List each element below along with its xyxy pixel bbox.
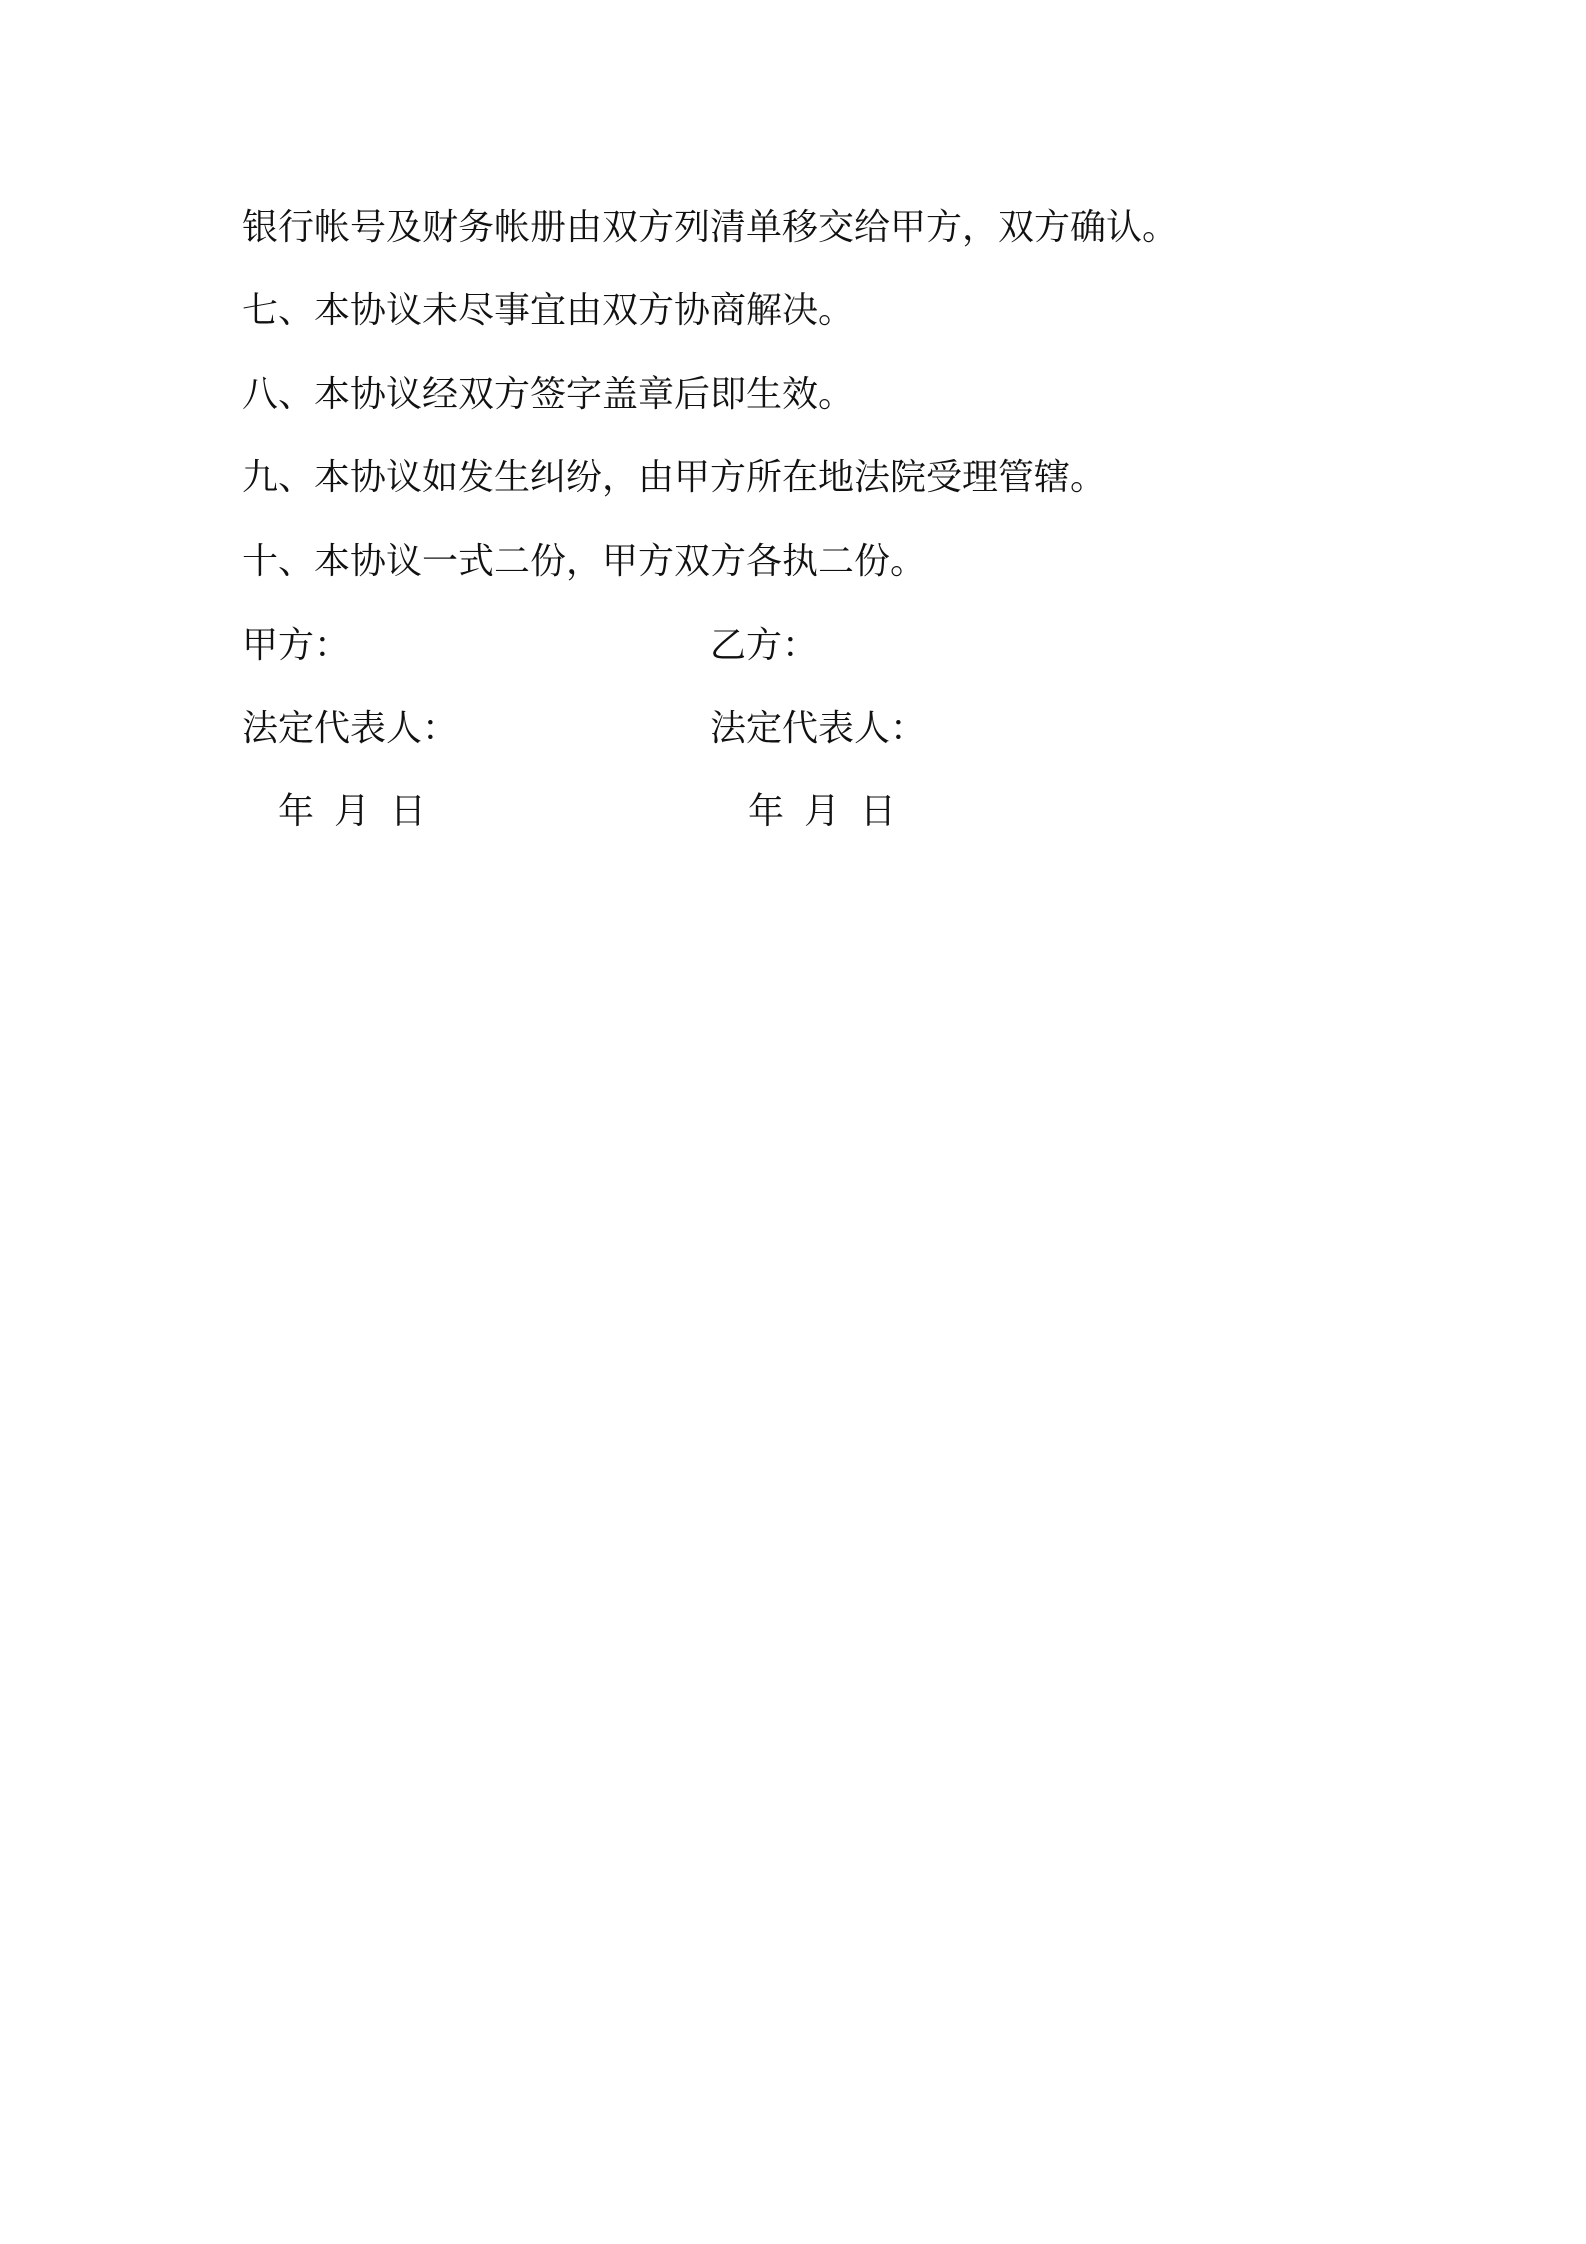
date-a	[278, 790, 446, 834]
date-row	[242, 790, 1342, 834]
clause-eight: 八、本协议经双方签字盖章后即生效。	[242, 374, 855, 415]
date-a-day: 日	[390, 791, 427, 832]
legal-rep-b-label: 法定代表人：	[710, 708, 927, 749]
date-a-year: 年	[278, 791, 315, 832]
date-b-month: 月	[804, 791, 841, 832]
date-a-month: 月	[334, 791, 371, 832]
clause-ten: 十、本协议一式二份，甲方双方各执二份。	[242, 541, 927, 582]
date-b	[748, 790, 916, 834]
clause-nine: 九、本协议如发生纠纷，由甲方所在地法院受理管辖。	[242, 457, 1107, 498]
party-b-label: 乙方：	[710, 625, 819, 666]
date-b-day: 日	[860, 791, 897, 832]
legal-rep-a-label: 法定代表人：	[242, 708, 459, 749]
clause-seven: 七、本协议未尽事宜由双方协商解决。	[242, 290, 855, 331]
date-b-year: 年	[748, 791, 785, 832]
party-a-label: 甲方：	[242, 625, 351, 666]
party-labels-row	[242, 624, 1342, 668]
legal-rep-row	[242, 707, 1342, 751]
paragraph-bank-accounts: 银行帐号及财务帐册由双方列清单移交给甲方，双方确认。	[242, 207, 1179, 248]
